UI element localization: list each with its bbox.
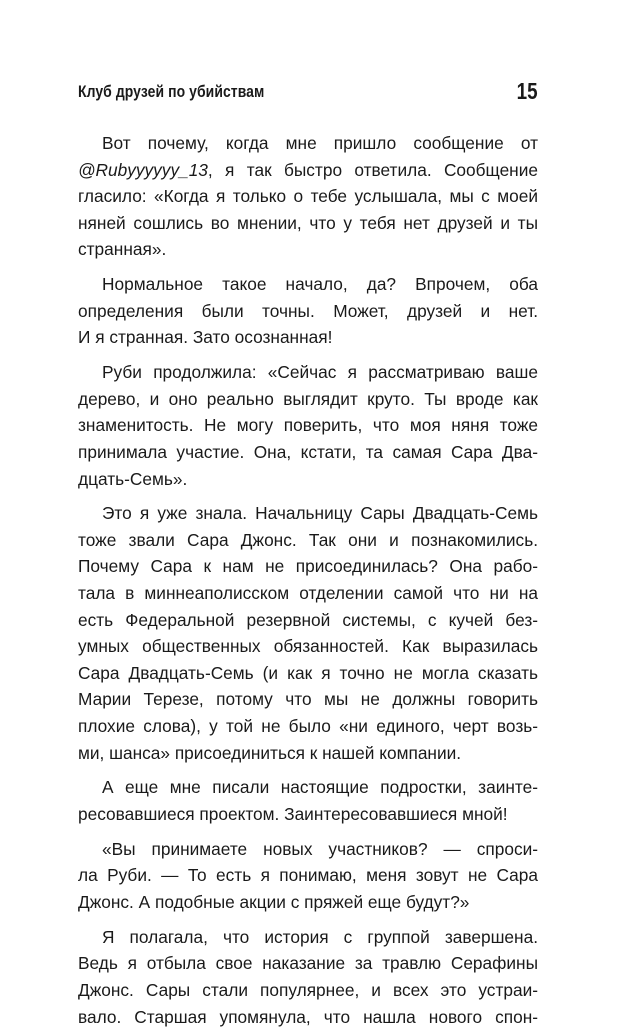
paragraph xyxy=(78,774,538,827)
text-line: А еще мне писали настоящие подростки, заинте- xyxy=(102,777,538,798)
text-line: определения были точны. Может, друзей и нет. xyxy=(78,300,538,321)
text-line: принимала участие. Она, кстати, та самая Сара Два- xyxy=(78,441,538,462)
text-line: Почему Сара к нам не присоединилась? Она рабо- xyxy=(78,556,538,577)
text-line: тоже звали Сара Джонс. Так они и познакомились. xyxy=(78,529,538,550)
paragraph xyxy=(78,836,538,916)
text-line: гласило: «Когда я только о тебе услышала, мы с моей xyxy=(78,186,538,207)
text-line: Ведь я отбыла свое наказание за травлю Серафины xyxy=(78,953,538,974)
text-line: ла Руби. — То есть я понимаю, меня зовут не Сара xyxy=(78,865,538,886)
text-line: странная». xyxy=(78,239,167,260)
text-line: дерево, и оно реально выглядит круто. Ты вроде как xyxy=(78,388,538,409)
text-line: няней сошлись во мнении, что у тебя нет друзей и ты xyxy=(78,212,538,233)
text-line: Джонс. Сары стали популярнее, и всех это устраи- xyxy=(78,979,538,1000)
body-text xyxy=(78,130,538,1030)
text-line: «Вы принимаете новых участников? — спроси- xyxy=(102,838,538,859)
running-header xyxy=(78,78,538,114)
text-line: Нормальное такое начало, да? Впрочем, оба xyxy=(102,274,538,295)
book-page xyxy=(78,78,538,1027)
book-title: Клуб друзей по убийствам xyxy=(78,82,265,101)
text-line: @Rubyyyyyy_13, я так быстро ответила. Сообщение xyxy=(78,159,538,180)
text-line: Я полагала, что история с группой завершена. xyxy=(102,926,538,947)
user-handle: @Rubyyyyyy_13 xyxy=(78,159,208,180)
text-line: знаменитость. Не могу поверить, что моя няня тоже xyxy=(78,415,538,436)
text-line: ми, шанса» присоединиться к нашей компании. xyxy=(78,742,462,763)
paragraph xyxy=(78,359,538,492)
text-line: есть Федеральной резервной системы, с кучей без- xyxy=(78,609,538,630)
text-line: Марии Терезе, потому что мы не должны говорить xyxy=(78,689,538,710)
paragraph xyxy=(78,924,538,1030)
paragraph xyxy=(78,500,538,766)
text-line: умных общественных обязанностей. Как выразилась xyxy=(78,636,538,657)
text-line: вало. Старшая упомянула, что нашла нового спон- xyxy=(78,1006,538,1027)
paragraph xyxy=(78,130,538,263)
text-line: Это я уже знала. Начальницу Сары Двадцать-Семь xyxy=(102,503,538,524)
text-line: Вот почему, когда мне пришло сообщение от xyxy=(102,133,538,153)
text-line: Джонс. А подобные акции с пряжей еще будут?» xyxy=(78,891,470,912)
text-line: тала в миннеаполисском отделении самой что ни на xyxy=(78,583,538,604)
text-line: И я странная. Зато осознанная! xyxy=(78,327,333,348)
page-number: 15 xyxy=(517,78,538,104)
text-line: плохие слова), у той не было «ни единого, черт возь- xyxy=(78,716,538,737)
text-line: Руби продолжила: «Сейчас я рассматриваю ваше xyxy=(102,362,538,383)
text-line: Сара Двадцать-Семь (и как я точно не могла сказать xyxy=(78,662,538,683)
text-line: ресовавшиеся проектом. Заинтересовавшиеся мной! xyxy=(78,804,508,824)
paragraph xyxy=(78,271,538,351)
text-line: дцать-Семь». xyxy=(78,468,188,489)
